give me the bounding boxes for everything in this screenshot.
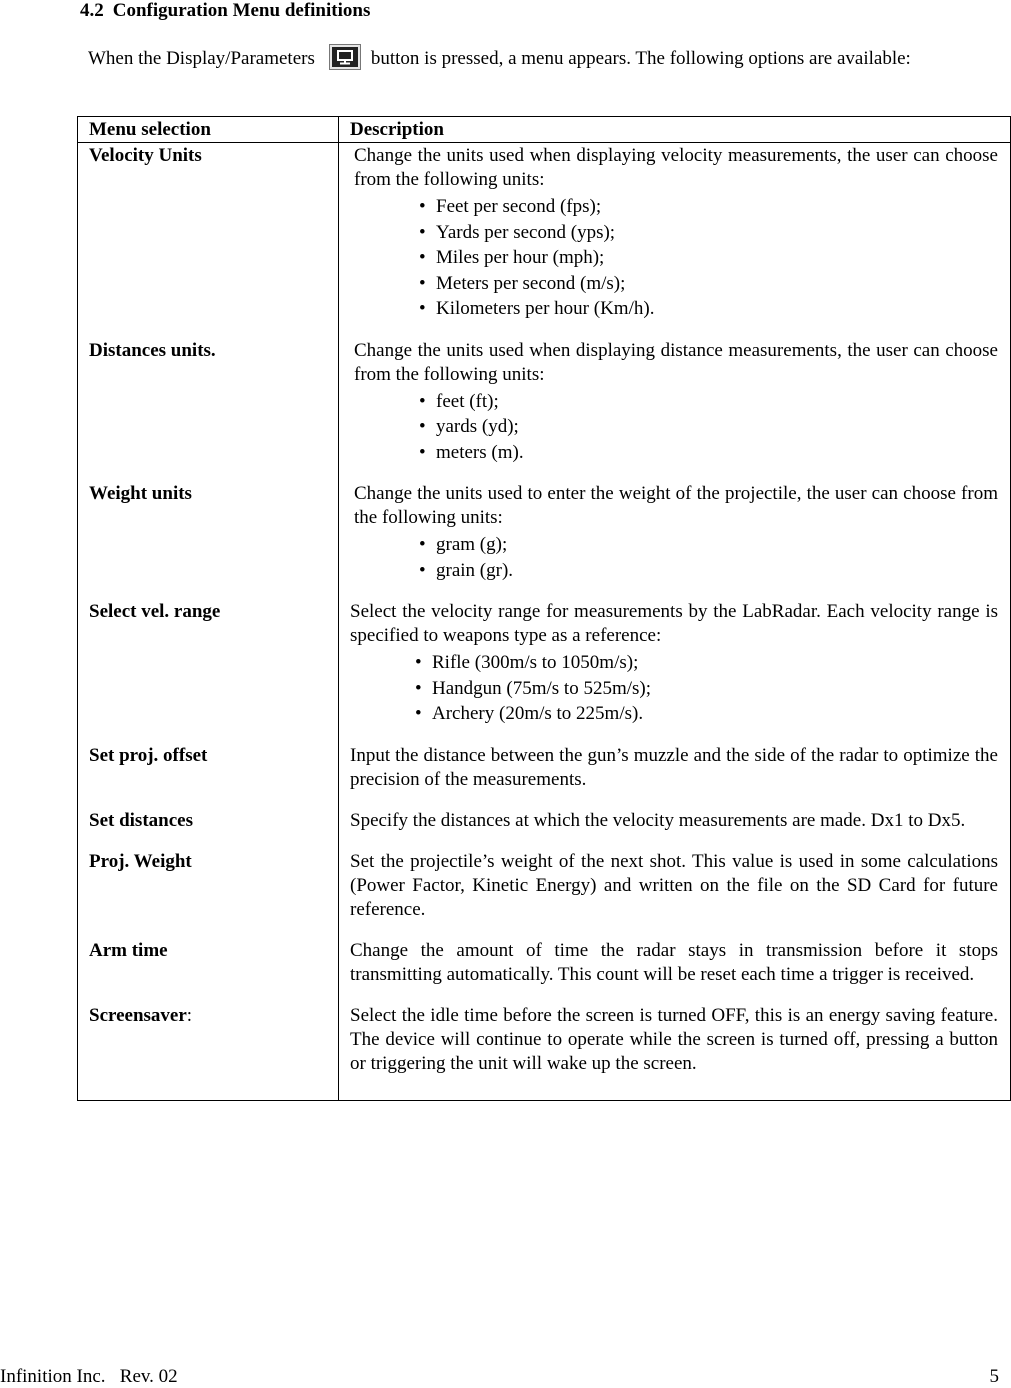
list-item: • Kilometers per hour (Km/h). [436, 296, 998, 322]
section-heading [80, 0, 370, 22]
row-description [339, 481, 1011, 599]
column-header-description: Description [339, 117, 1011, 143]
description-text: Input the distance between the gun’s muzzle and the side of the radar to optimize the precision of the measurements. [350, 744, 998, 790]
intro-paragraph [88, 44, 911, 71]
table-row [78, 808, 1011, 849]
table-row [78, 338, 1011, 482]
description-text: Change the units used when displaying velocity measurements, the user can choose from the following units: [354, 145, 998, 190]
intro-text-before: When the Display/Parameters [88, 48, 315, 69]
list-item: • gram (g); [436, 532, 998, 558]
row-description [339, 849, 1011, 938]
list-item: • grain (gr). [436, 558, 998, 584]
row-selection: Set distances [78, 808, 339, 849]
table-row [78, 849, 1011, 938]
description-text: Change the units used when displaying distance measurements, the user can choose from the following units: [354, 339, 998, 385]
description-text: Set the projectile’s weight of the next shot. This value is used in some calculations (Power Factor, Kinetic Energy) and written on the file on the SD Card for future reference. [350, 850, 998, 920]
section-title: Configuration Menu definitions [112, 0, 371, 21]
row-description [339, 938, 1011, 1003]
bullet-list [354, 194, 998, 322]
list-item: • Miles per hour (mph); [436, 245, 998, 271]
list-item: • feet (ft); [436, 389, 998, 415]
description-text: Select the idle time before the screen is turned OFF, this is an energy saving feature. The device will continue to operate while the screen is turned off, pressing a button or triggering the unit will wake up the screen. [350, 1004, 998, 1074]
row-selection: Set proj. offset [78, 743, 339, 808]
row-selection: Velocity Units [78, 143, 339, 338]
row-selection: Weight units [78, 481, 339, 599]
display-parameters-icon [329, 44, 361, 70]
description-text: Change the units used to enter the weight of the projectile, the user can choose from the following units: [354, 483, 998, 528]
table-row [78, 599, 1011, 743]
description-text: Select the velocity range for measurements by the LabRadar. Each velocity range is specified to weapons type as a reference: [350, 601, 998, 646]
list-item: • Feet per second (fps); [436, 194, 998, 220]
row-selection-label: Screensaver [89, 1004, 187, 1026]
row-selection-colon: : [186, 1004, 193, 1026]
row-selection: Distances units. [78, 338, 339, 482]
row-selection: Select vel. range [78, 599, 339, 743]
column-header-selection: Menu selection [78, 117, 339, 143]
menu-definitions-table [77, 116, 1011, 1101]
list-item: • yards (yd); [436, 414, 998, 440]
description-text: Change the amount of time the radar stays in transmission before it stops transmitting automatically. This count will be reset each time a trigger is received. [350, 939, 998, 985]
list-item: • Handgun (75m/s to 525m/s); [432, 676, 998, 702]
row-description [339, 338, 1011, 482]
row-description [339, 599, 1011, 743]
row-description [339, 1003, 1011, 1101]
bullet-list [354, 532, 998, 583]
intro-text-after: button is pressed, a menu appears. The following options are available: [370, 48, 911, 69]
row-description [339, 743, 1011, 808]
list-item: • meters (m). [436, 440, 998, 466]
list-item: • Meters per second (m/s); [436, 271, 998, 297]
bullet-list [354, 389, 998, 466]
footer-company-revision: Infinition Inc. Rev. 02 [0, 1366, 178, 1387]
description-text: Specify the distances at which the velocity measurements are made. Dx1 to Dx5. [350, 809, 966, 831]
footer-page-number: 5 [989, 1366, 999, 1387]
table-row [78, 1003, 1011, 1101]
list-item: • Yards per second (yps); [436, 220, 998, 246]
table-header-row [78, 117, 1011, 143]
bullet-list [350, 650, 998, 727]
row-selection [78, 1003, 339, 1101]
row-description [339, 143, 1011, 338]
row-description [339, 808, 1011, 849]
table-row [78, 938, 1011, 1003]
list-item: • Archery (20m/s to 225m/s). [432, 701, 998, 727]
list-item: • Rifle (300m/s to 1050m/s); [432, 650, 998, 676]
row-selection: Arm time [78, 938, 339, 1003]
table-row [78, 743, 1011, 808]
row-selection: Proj. Weight [78, 849, 339, 938]
table-row [78, 143, 1011, 338]
table-row [78, 481, 1011, 599]
section-number: 4.2 [80, 0, 104, 21]
